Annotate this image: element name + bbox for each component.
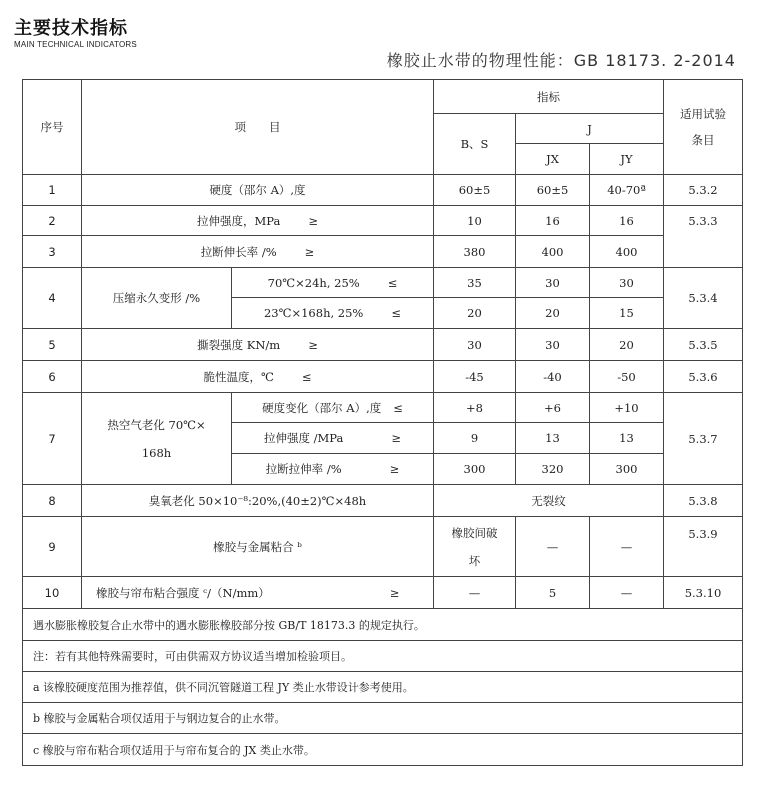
cell-bs-line2: 坏 <box>468 553 481 568</box>
row-item <box>82 393 232 485</box>
row-item: 压缩永久变形 /% <box>82 268 232 329</box>
row-item-text: 拉伸强度，MPa <box>197 213 281 228</box>
row-index: 9 <box>23 517 82 577</box>
cell-jx: 30 <box>516 268 590 298</box>
row-subitem-text: 70℃×24h, 25% <box>267 275 360 290</box>
cell-bs: 9 <box>434 423 516 454</box>
row-subitem <box>232 393 434 423</box>
table-row <box>23 577 743 609</box>
row-subitem <box>232 423 434 454</box>
row-item <box>82 577 434 609</box>
page-subtitle: MAIN TECHNICAL INDICATORS <box>14 40 137 49</box>
cell-clause: 5.3.7 <box>664 393 743 485</box>
row-sign: ≥ <box>304 244 315 259</box>
row-index: 10 <box>23 577 82 609</box>
cell-clause: 5.3.5 <box>664 329 743 361</box>
cell-clause: 5.3.9 <box>664 517 743 577</box>
row-subitem-text: 拉断拉伸率 /% <box>265 462 342 476</box>
header-clause <box>664 80 743 175</box>
note-2: 注：若有其他特殊需要时，可由供需双方协议适当增加检验项目。 <box>23 641 743 672</box>
cell-jy: — <box>590 517 664 577</box>
cell-jy: 16 <box>590 206 664 236</box>
row-index: 6 <box>23 361 82 393</box>
note-c: c 橡胶与帘布粘合项仅适用于与帘布复合的 JX 类止水带。 <box>23 734 743 766</box>
header-j: J <box>516 114 664 144</box>
cell-jy: 13 <box>590 423 664 454</box>
row-item-line1: 热空气老化 70℃× <box>107 417 206 432</box>
row-sign: ≥ <box>308 213 318 228</box>
table-row <box>23 329 743 361</box>
note-1: 遇水膨胀橡胶复合止水带中的遇水膨胀橡胶部分按 GB/T 18173.3 的规定执行。 <box>23 609 743 641</box>
header-indicator: 指标 <box>434 80 664 114</box>
cell-bs: -45 <box>434 361 516 393</box>
table-row <box>23 517 743 577</box>
cell-jy: 15 <box>590 298 664 329</box>
table-row <box>23 393 743 423</box>
row-index: 3 <box>23 236 82 268</box>
table-row <box>23 206 743 236</box>
row-index: 5 <box>23 329 82 361</box>
cell-bs: 35 <box>434 268 516 298</box>
header-bs: B、S <box>434 114 516 175</box>
cell-bs: 300 <box>434 454 516 485</box>
row-subitem-text: 23℃×168h, 25% <box>263 306 364 320</box>
table-row <box>23 268 743 298</box>
cell-jx: +6 <box>516 393 590 423</box>
cell-bs <box>434 517 516 577</box>
row-index: 7 <box>23 393 82 485</box>
row-item: 硬度（邵尔 A）,度 <box>82 175 434 206</box>
row-item-text: 拉断伸长率 /% <box>200 244 277 259</box>
row-item <box>82 236 434 268</box>
cell-jx: -40 <box>516 361 590 393</box>
row-item-text: 橡胶与帘布粘合强度 ᶜ/（N/mm） <box>96 585 270 600</box>
page-title: 主要技术指标 <box>14 18 128 39</box>
row-item-text: 脆性温度，℃ <box>203 369 274 384</box>
cell-jy: 40-70ª <box>590 175 664 206</box>
cell-jy: 400 <box>590 236 664 268</box>
row-sign: ≤ <box>393 400 403 415</box>
cell-merged-value: 无裂纹 <box>434 485 664 517</box>
table-row <box>23 485 743 517</box>
cell-clause: 5.3.3 <box>664 206 743 268</box>
note-b: b 橡胶与金属粘合项仅适用于与钢边复合的止水带。 <box>23 703 743 734</box>
cell-bs: — <box>434 577 516 609</box>
row-subitem <box>232 454 434 485</box>
header-index: 序号 <box>23 80 82 175</box>
header-clause-text: 适用试验条目 <box>680 107 726 147</box>
cell-clause: 5.3.4 <box>664 268 743 329</box>
row-subitem-text: 硬度变化（邵尔 A）,度 <box>262 400 382 415</box>
cell-jy: 30 <box>590 268 664 298</box>
cell-bs-line1: 橡胶间破 <box>451 525 498 540</box>
cell-bs: +8 <box>434 393 516 423</box>
cell-bs: 30 <box>434 329 516 361</box>
row-sign: ≥ <box>389 462 400 476</box>
cell-bs: 60±5 <box>434 175 516 206</box>
row-subitem <box>232 298 434 329</box>
cell-jy: — <box>590 577 664 609</box>
row-index: 1 <box>23 175 82 206</box>
cell-bs: 10 <box>434 206 516 236</box>
header-item: 项 目 <box>82 80 434 175</box>
cell-bs: 380 <box>434 236 516 268</box>
row-index: 8 <box>23 485 82 517</box>
row-sign: ≥ <box>389 585 400 600</box>
row-item-text: 撕裂强度 KN/m <box>197 337 281 352</box>
cell-jy: 20 <box>590 329 664 361</box>
cell-jx: 60±5 <box>516 175 590 206</box>
note-a: a 该橡胶硬度范围为推荐值，供不同沉管隧道工程 JY 类止水带设计参考使用。 <box>23 672 743 703</box>
row-item <box>82 361 434 393</box>
cell-jy: 300 <box>590 454 664 485</box>
row-subitem-text: 拉伸强度 /MPa <box>263 431 344 445</box>
cell-jx: 320 <box>516 454 590 485</box>
table-row <box>23 236 743 268</box>
row-sign: ≥ <box>391 431 402 445</box>
cell-clause: 5.3.6 <box>664 361 743 393</box>
cell-jx: 400 <box>516 236 590 268</box>
header-jy: JY <box>590 144 664 175</box>
cell-jx: 13 <box>516 423 590 454</box>
cell-clause: 5.3.8 <box>664 485 743 517</box>
row-index: 2 <box>23 206 82 236</box>
indicator-table <box>22 79 743 766</box>
header-jx: JX <box>516 144 590 175</box>
row-item <box>82 329 434 361</box>
cell-jy: -50 <box>590 361 664 393</box>
cell-jx: — <box>516 517 590 577</box>
row-item <box>82 206 434 236</box>
cell-bs: 20 <box>434 298 516 329</box>
row-sign: ≤ <box>387 275 398 290</box>
row-sign: ≤ <box>301 369 312 384</box>
row-sign: ≥ <box>308 337 318 352</box>
cell-jx: 30 <box>516 329 590 361</box>
row-subitem <box>232 268 434 298</box>
cell-clause: 5.3.2 <box>664 175 743 206</box>
cell-jx: 20 <box>516 298 590 329</box>
standard-caption: 橡胶止水带的物理性能：GB 18173. 2-2014 <box>386 51 736 70</box>
row-sign: ≤ <box>391 306 401 320</box>
cell-jx: 5 <box>516 577 590 609</box>
row-item: 臭氧老化 50×10⁻⁸:20%,(40±2)℃×48h <box>82 485 434 517</box>
row-item-line2: 168h <box>141 445 172 460</box>
cell-jx: 16 <box>516 206 590 236</box>
table-row <box>23 361 743 393</box>
row-item: 橡胶与金属粘合 ᵇ <box>82 517 434 577</box>
cell-clause: 5.3.10 <box>664 577 743 609</box>
cell-jy: +10 <box>590 393 664 423</box>
row-index: 4 <box>23 268 82 329</box>
table-row <box>23 175 743 206</box>
